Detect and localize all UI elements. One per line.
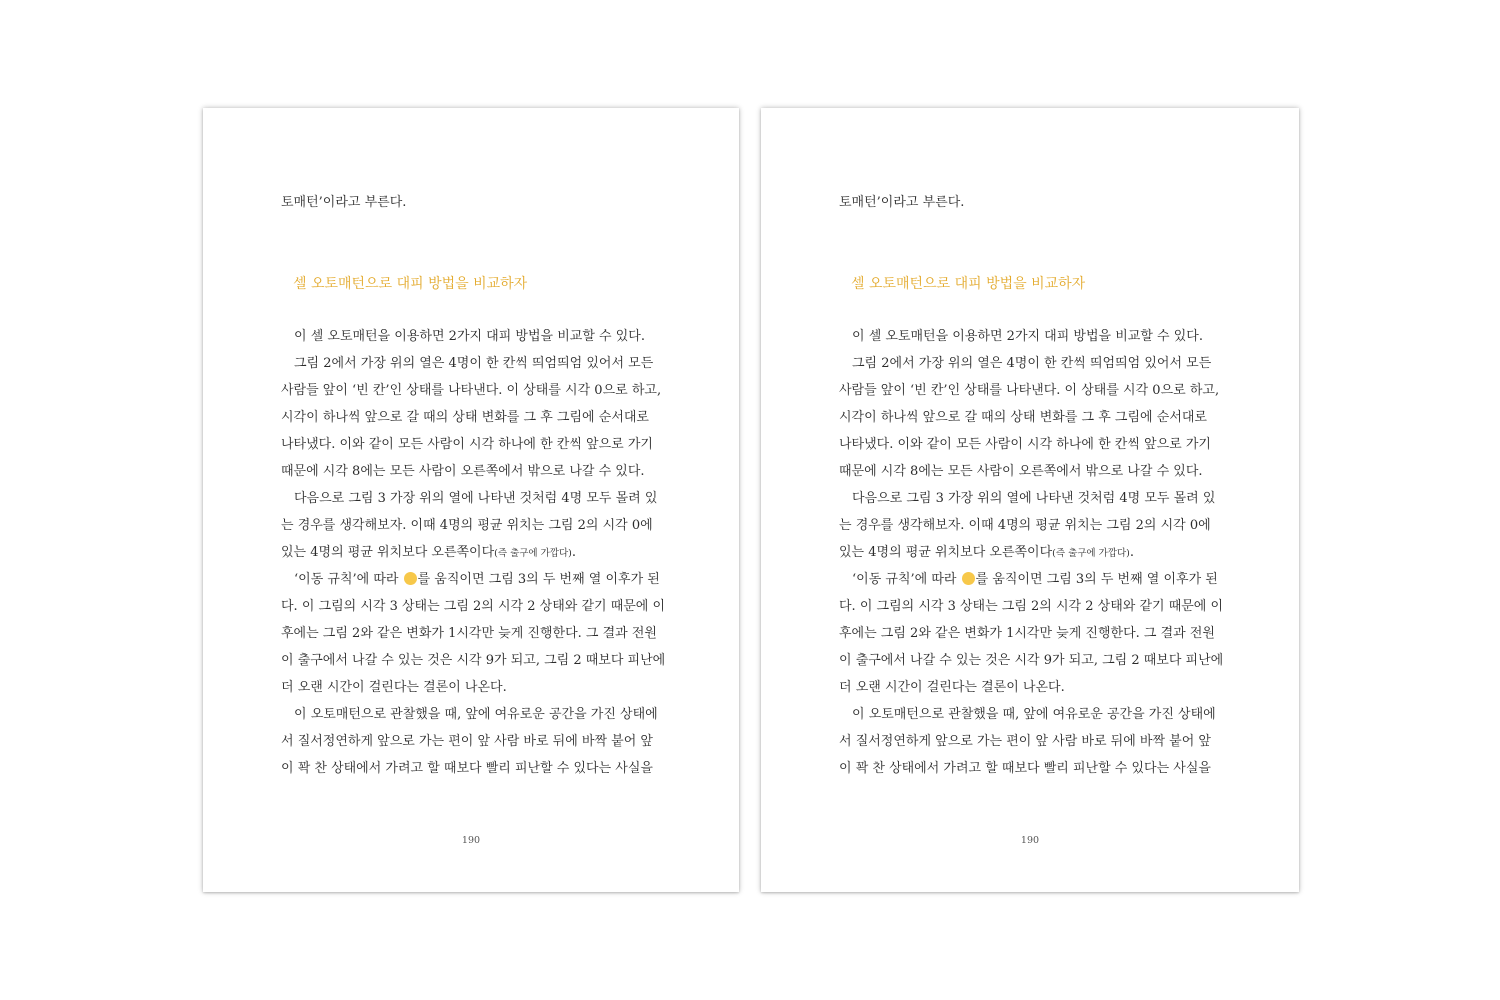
body-line: 이 오토매턴으로 관찰했을 때, 앞에 여유로운 공간을 가진 상태에 bbox=[852, 707, 1216, 722]
body-line: 이 꽉 찬 상태에서 가려고 할 때보다 빨리 피난할 수 있다는 사실을 bbox=[839, 761, 1211, 776]
body-line: 다. 이 그림의 시각 3 상태는 그림 2의 시각 2 상태와 같기 때문에 이 bbox=[281, 599, 666, 614]
continuation-line: 토매턴’이라고 부른다. bbox=[839, 195, 965, 210]
body-line bbox=[281, 571, 660, 589]
body-line: 는 경우를 생각해보자. 이때 4명의 평균 위치는 그림 2의 시각 0에 bbox=[839, 518, 1211, 533]
body-line: 서 질서정연하게 앞으로 가는 편이 앞 사람 바로 뒤에 바짝 붙어 앞 bbox=[281, 734, 653, 749]
body-text: 를 움직이면 그림 3의 두 번째 열 이후가 된 bbox=[417, 572, 660, 587]
body-line: 이 출구에서 나갈 수 있는 것은 시각 9가 되고, 그림 2 때보다 피난에 bbox=[839, 653, 1224, 668]
body-line: 때문에 시각 8에는 모든 사람이 오른쪽에서 밖으로 나갈 수 있다. bbox=[839, 464, 1203, 479]
body-text: . bbox=[571, 545, 577, 560]
page-number: 190 bbox=[1020, 835, 1040, 846]
body-line: 시각이 하나씩 앞으로 갈 때의 상태 변화를 그 후 그림에 순서대로 bbox=[839, 410, 1207, 425]
section-heading: 셀 오토매턴으로 대피 방법을 비교하자 bbox=[851, 276, 1086, 292]
inline-note: (즉 출구에 가깝다) bbox=[1052, 548, 1130, 559]
body-line: 나타냈다. 이와 같이 모든 사람이 시각 하나에 한 칸씩 앞으로 가기 bbox=[839, 437, 1211, 452]
body-line: 시각이 하나씩 앞으로 갈 때의 상태 변화를 그 후 그림에 순서대로 bbox=[281, 410, 649, 425]
page-right bbox=[761, 108, 1299, 892]
body-line bbox=[839, 544, 1207, 563]
body-line: 더 오랜 시간이 걸린다는 결론이 나온다. bbox=[281, 680, 507, 695]
body-line: 더 오랜 시간이 걸린다는 결론이 나온다. bbox=[839, 680, 1065, 695]
body-line: 다음으로 그림 3 가장 위의 열에 나타낸 것처럼 4명 모두 몰려 있 bbox=[852, 491, 1216, 506]
body-line: 서 질서정연하게 앞으로 가는 편이 앞 사람 바로 뒤에 바짝 붙어 앞 bbox=[839, 734, 1211, 749]
body-line: 다음으로 그림 3 가장 위의 열에 나타낸 것처럼 4명 모두 몰려 있 bbox=[294, 491, 658, 506]
body-line bbox=[281, 544, 649, 563]
page-left bbox=[203, 108, 739, 892]
body-line: 는 경우를 생각해보자. 이때 4명의 평균 위치는 그림 2의 시각 0에 bbox=[281, 518, 653, 533]
body-text: ‘이동 규칙’에 따라 bbox=[294, 572, 403, 587]
body-line bbox=[839, 571, 1218, 589]
body-line: 이 셀 오토매턴을 이용하면 2가지 대피 방법을 비교할 수 있다. bbox=[852, 329, 1203, 344]
body-line: 그림 2에서 가장 위의 열은 4명이 한 칸씩 띄엄띄엄 있어서 모든 bbox=[294, 356, 654, 371]
body-line: 이 출구에서 나갈 수 있는 것은 시각 9가 되고, 그림 2 때보다 피난에 bbox=[281, 653, 666, 668]
body-text: 있는 4명의 평균 위치보다 오른쪽이다 bbox=[839, 545, 1053, 560]
body-line: 이 꽉 찬 상태에서 가려고 할 때보다 빨리 피난할 수 있다는 사실을 bbox=[281, 761, 653, 776]
body-line: 이 오토매턴으로 관찰했을 때, 앞에 여유로운 공간을 가진 상태에 bbox=[294, 707, 658, 722]
section-heading: 셀 오토매턴으로 대피 방법을 비교하자 bbox=[293, 276, 528, 292]
body-line: 사람들 앞이 ‘빈 칸’인 상태를 나타낸다. 이 상태를 시각 0으로 하고, bbox=[839, 383, 1220, 398]
body-line: 후에는 그림 2와 같은 변화가 1시각만 늦게 진행한다. 그 결과 전원 bbox=[281, 626, 657, 641]
page-number: 190 bbox=[461, 835, 481, 846]
body-line: 사람들 앞이 ‘빈 칸’인 상태를 나타낸다. 이 상태를 시각 0으로 하고, bbox=[281, 383, 662, 398]
yellow-circle-icon bbox=[962, 572, 975, 585]
body-text: ‘이동 규칙’에 따라 bbox=[852, 572, 961, 587]
body-line: 이 셀 오토매턴을 이용하면 2가지 대피 방법을 비교할 수 있다. bbox=[294, 329, 645, 344]
body-line: 그림 2에서 가장 위의 열은 4명이 한 칸씩 띄엄띄엄 있어서 모든 bbox=[852, 356, 1212, 371]
body-line: 나타냈다. 이와 같이 모든 사람이 시각 하나에 한 칸씩 앞으로 가기 bbox=[281, 437, 653, 452]
body-line: 때문에 시각 8에는 모든 사람이 오른쪽에서 밖으로 나갈 수 있다. bbox=[281, 464, 645, 479]
body-text: 있는 4명의 평균 위치보다 오른쪽이다 bbox=[281, 545, 495, 560]
body-line: 후에는 그림 2와 같은 변화가 1시각만 늦게 진행한다. 그 결과 전원 bbox=[839, 626, 1215, 641]
body-line: 다. 이 그림의 시각 3 상태는 그림 2의 시각 2 상태와 같기 때문에 이 bbox=[839, 599, 1224, 614]
body-text: 를 움직이면 그림 3의 두 번째 열 이후가 된 bbox=[975, 572, 1218, 587]
yellow-circle-icon bbox=[404, 572, 417, 585]
inline-note: (즉 출구에 가깝다) bbox=[494, 548, 572, 559]
continuation-line: 토매턴’이라고 부른다. bbox=[281, 195, 407, 210]
body-text: . bbox=[1129, 545, 1135, 560]
